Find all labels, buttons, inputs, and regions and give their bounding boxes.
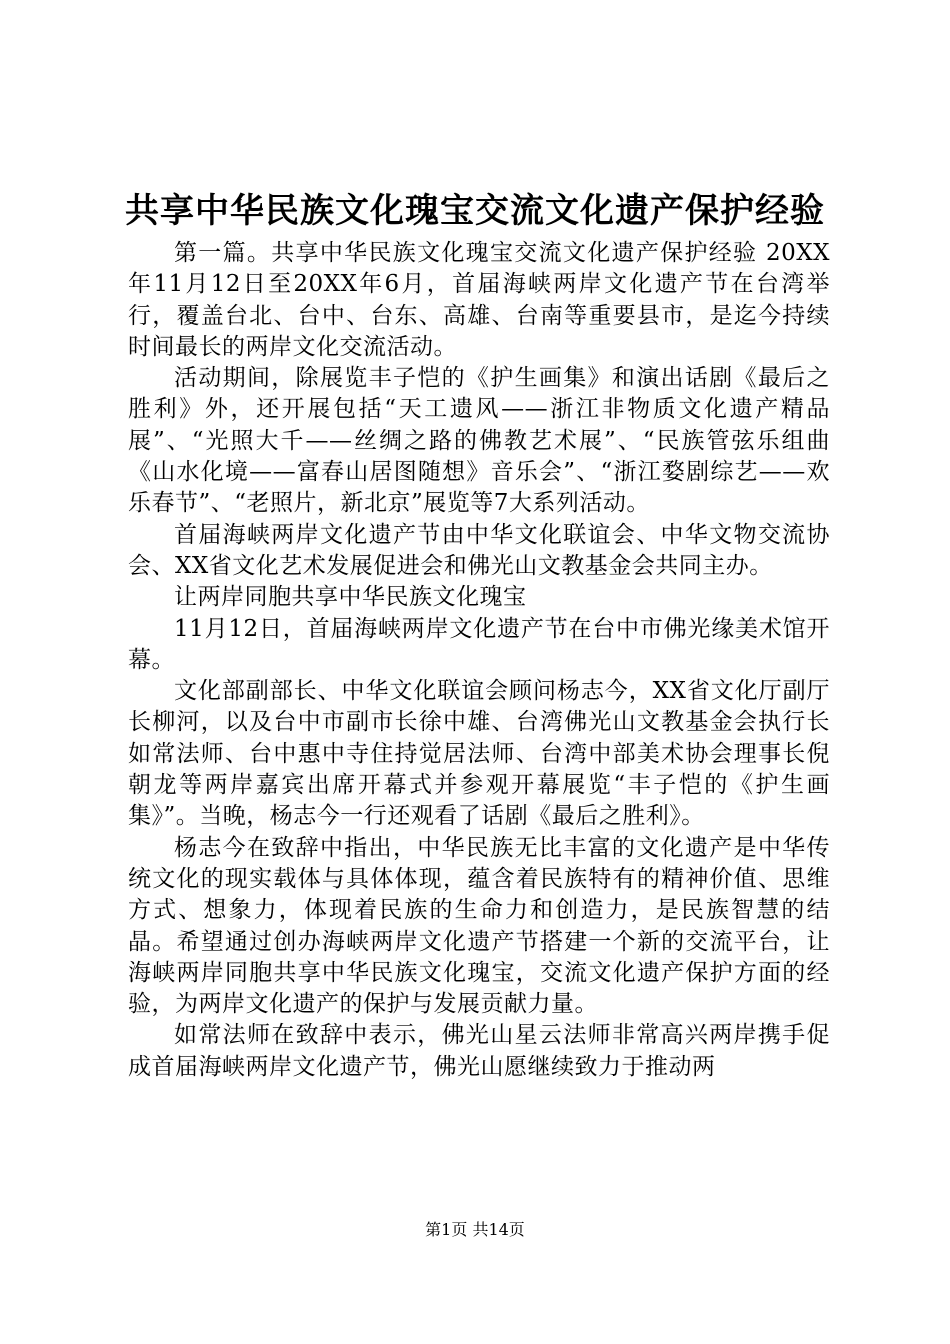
paragraph: 首届海峡两岸文化遗产节由中华文化联谊会、中华文物交流协会、XX省文化艺术发展促进会和佛光山文教基金会共同主办。 — [128, 521, 830, 579]
paragraph: 文化部副部长、中华文化联谊会顾问杨志今，XX省文化厅副厅长柳河，以及台中市副市长徐中雄、台湾佛光山文教基金会执行长如常法师、台中惠中寺住持觉居法师、台湾中部美术协会理事长倪朝龙等两岸嘉宾出席开幕式并参观开幕展览“丰子恺的《护生画集》”。当晚，杨志今一行还观看了话剧《最后之胜利》。 — [128, 678, 830, 830]
paragraph: 11月12日，首届海峡两岸文化遗产节在台中市佛光缘美术馆开幕。 — [128, 615, 830, 673]
page-number-footer: 第1页 共14页 — [425, 1220, 525, 1239]
paragraph: 杨志今在致辞中指出，中华民族无比丰富的文化遗产是中华传统文化的现实载体与具体体现，蕴含着民族特有的精神价值、思维方式、想象力，体现着民族的生命力和创造力，是民族智慧的结晶。希望通过创办海峡两岸文化遗产节搭建一个新的交流平台，让海峡两岸同胞共享中华民族文化瑰宝，交流文化遗产保护方面的经验，为两岸文化遗产的保护与发展贡献力量。 — [128, 834, 830, 1018]
document-body — [128, 238, 830, 1083]
section-heading: 让两岸同胞共享中华民族文化瑰宝 — [174, 584, 527, 611]
paragraph: 活动期间，除展览丰子恺的《护生画集》和演出话剧《最后之胜利》外，还开展包括“天工遗风——浙江非物质文化遗产精品展”、“光照大千——丝绸之路的佛教艺术展”、“民族管弦乐组曲《山水化境——富春山居图随想》音乐会”、“浙江婺剧综艺——欢乐春节”、“老照片，新北京”展览等7大系列活动。 — [128, 365, 830, 517]
document-title: 共享中华民族文化瑰宝交流文化遗产保护经验 — [125, 191, 825, 231]
paragraph: 如常法师在致辞中表示，佛光山星云法师非常高兴两岸携手促成首届海峡两岸文化遗产节，佛光山愿继续致力于推动两 — [128, 1022, 830, 1080]
paragraph: 第一篇。共享中华民族文化瑰宝交流文化遗产保护经验 20XX年11月12日至20XX年6月，首届海峡两岸文化遗产节在台湾举行，覆盖台北、台中、台东、高雄、台南等重要县市，是迄今持续时间最长的两岸文化交流活动。 — [128, 240, 830, 360]
